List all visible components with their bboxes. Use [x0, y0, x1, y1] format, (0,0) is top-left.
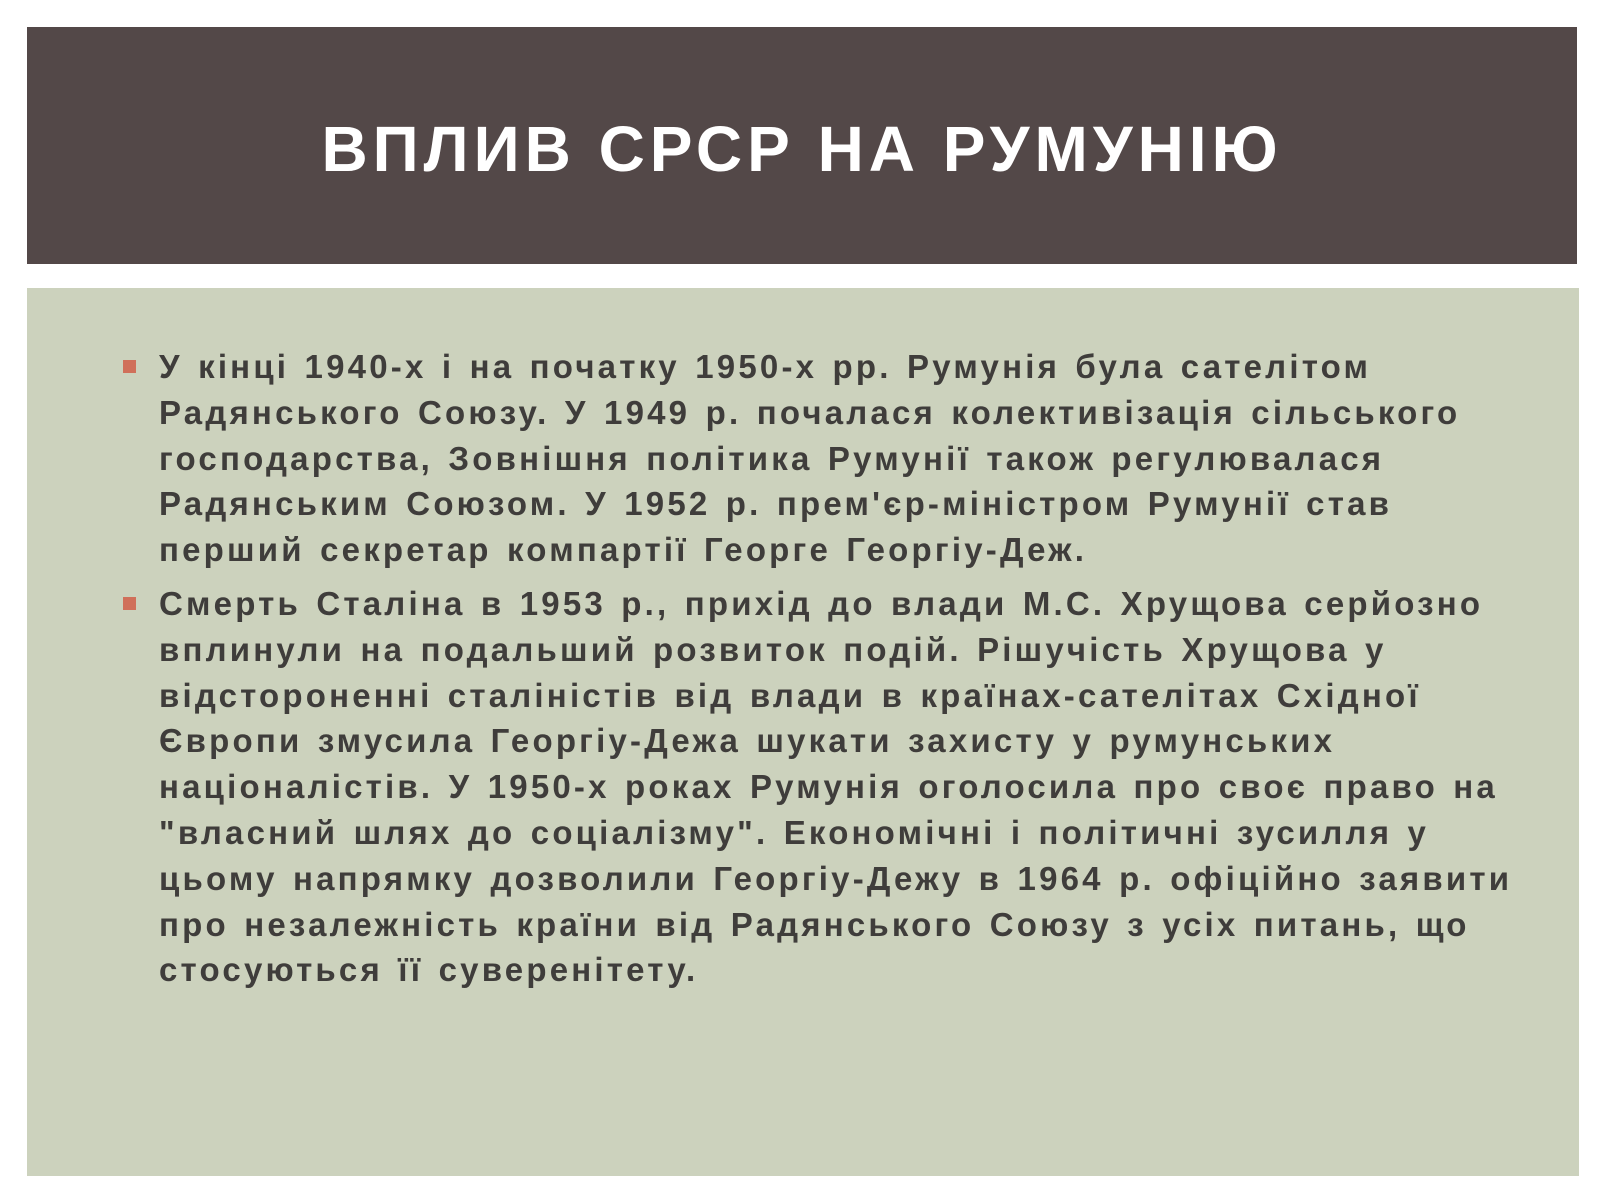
content-box	[27, 288, 1579, 1176]
title-bar	[27, 27, 1577, 264]
bullet-item	[97, 581, 1537, 993]
square-bullet-icon	[123, 360, 136, 373]
bullet-list	[97, 344, 1537, 1001]
bullet-item	[97, 344, 1537, 573]
bullet-text: Смерть Сталіна в 1953 р., прихід до влади М.С. Хрущова серйозно вплинули на подальший розвиток подій. Рішучість Хрущова у відстороненні сталіністів від влади в країнах-сателітах Східної Європи змусила Георгіу-Дежа шукати захисту у румунських націоналістів. У 1950-х роках Румунія оголосила про своє право на "власний шлях до соціалізму". Економічні і політичні зусилля у цьому напрямку дозволили Георгіу-Дежу в 1964 р. офіційно заявити про незалежність країни від Радянського Союзу з усіх питань, що стосуються її суверенітету.	[159, 584, 1513, 989]
bullet-text: У кінці 1940-х і на початку 1950-х рр. Румунія була сателітом Радянського Союзу. У 1949 р. почалася колективізація сільського господарства, Зовнішня політика Румунії також регулювалася Радянським Союзом. У 1952 р. прем'єр-міністром Румунії став перший секретар компартії Георге Георгіу-Деж.	[159, 348, 1461, 569]
slide-title: ВПЛИВ СРСР НА РУМУНІЮ	[321, 112, 1283, 185]
square-bullet-icon	[123, 597, 136, 610]
